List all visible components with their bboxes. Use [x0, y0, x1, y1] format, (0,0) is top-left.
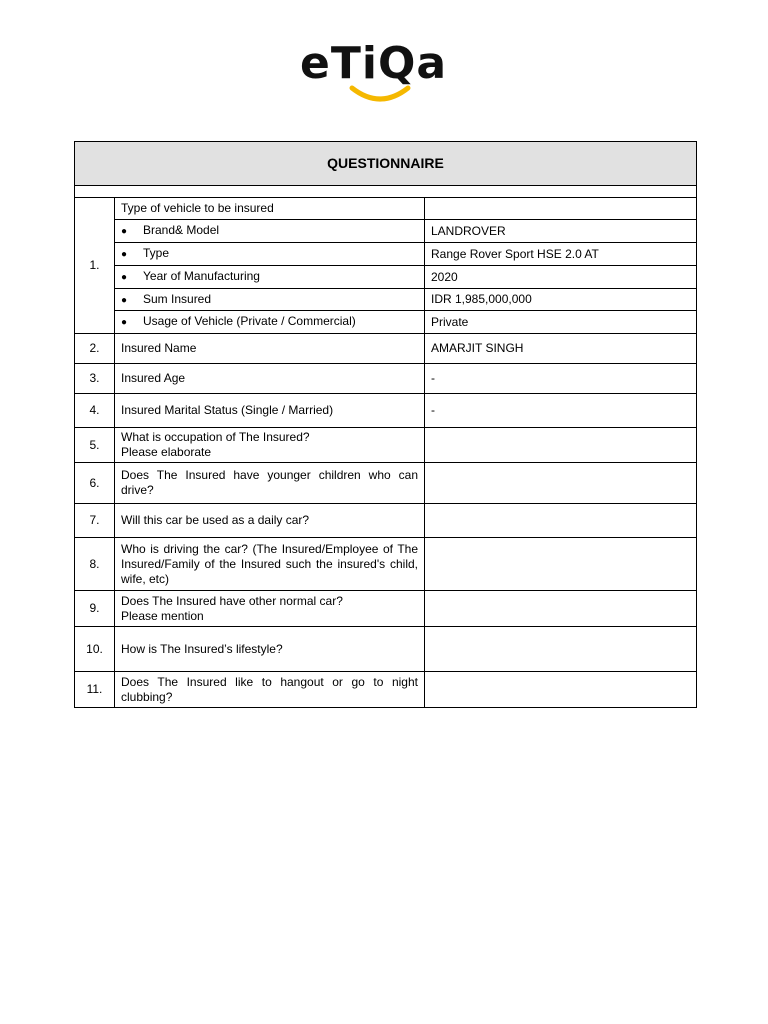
- bullet-icon: ●: [121, 272, 128, 283]
- question-text: Insured Marital Status (Single / Married): [115, 394, 425, 428]
- table-row: [75, 266, 697, 289]
- answer-cell[interactable]: [425, 463, 697, 504]
- answer-cell[interactable]: Private: [425, 311, 697, 334]
- row-number: 7.: [75, 504, 115, 538]
- table-row: [75, 428, 697, 463]
- question-text: Does The Insured like to hangout or go to night clubbing?: [115, 672, 425, 708]
- question-text: Who is driving the car? (The Insured/Employee of The Insured/Family of the Insured such the insured's child, wife, etc): [115, 538, 425, 591]
- questionnaire-title: QUESTIONNAIRE: [75, 142, 697, 186]
- row-number: 2.: [75, 334, 115, 364]
- answer-cell[interactable]: 2020: [425, 266, 697, 289]
- table-row: [75, 591, 697, 627]
- question-text: Type of vehicle to be insured: [115, 198, 425, 220]
- table-row: [75, 504, 697, 538]
- answer-cell[interactable]: [425, 538, 697, 591]
- question-text: Insured Name: [115, 334, 425, 364]
- row-number: 6.: [75, 463, 115, 504]
- bullet-icon: ●: [121, 294, 128, 306]
- questionnaire-table: [74, 141, 697, 708]
- bullet-icon: ●: [121, 249, 128, 260]
- answer-cell[interactable]: [425, 198, 697, 220]
- question-text: Does The Insured have younger children who can drive?: [115, 463, 425, 504]
- table-row: [75, 289, 697, 311]
- question-subitem: ● Type: [115, 243, 425, 266]
- question-text: Will this car be used as a daily car?: [115, 504, 425, 538]
- row-number: 8.: [75, 538, 115, 591]
- table-row: [75, 334, 697, 364]
- row-number: 4.: [75, 394, 115, 428]
- table-row: [75, 394, 697, 428]
- row-number: 1.: [75, 198, 115, 334]
- answer-cell[interactable]: Range Rover Sport HSE 2.0 AT: [425, 243, 697, 266]
- row-number: 3.: [75, 364, 115, 394]
- table-row: [75, 243, 697, 266]
- row-number: 5.: [75, 428, 115, 463]
- table-row: [75, 463, 697, 504]
- answer-cell[interactable]: LANDROVER: [425, 220, 697, 243]
- question-subitem: ● Brand& Model: [115, 220, 425, 243]
- answer-cell[interactable]: -: [425, 394, 697, 428]
- table-row: [75, 364, 697, 394]
- row-number: 11.: [75, 672, 115, 708]
- question-subitem: ● Usage of Vehicle (Private / Commercial): [115, 311, 425, 334]
- answer-cell[interactable]: AMARJIT SINGH: [425, 334, 697, 364]
- answer-cell[interactable]: IDR 1,985,000,000: [425, 289, 697, 311]
- row-number: 9.: [75, 591, 115, 627]
- etiqa-logo: [300, 40, 470, 108]
- spacer-row: [75, 186, 697, 198]
- answer-cell[interactable]: [425, 428, 697, 463]
- table-row: [75, 627, 697, 672]
- question-text: Does The Insured have other normal car? Please mention: [115, 591, 425, 627]
- logo-wordmark: eTiQa: [300, 38, 448, 89]
- answer-cell[interactable]: [425, 504, 697, 538]
- answer-cell[interactable]: -: [425, 364, 697, 394]
- table-row: [75, 672, 697, 708]
- table-row: [75, 311, 697, 334]
- question-text: How is The Insured’s lifestyle?: [115, 627, 425, 672]
- row-number: 10.: [75, 627, 115, 672]
- bullet-icon: ●: [121, 317, 128, 328]
- title-row: [75, 142, 697, 186]
- table-row: [75, 220, 697, 243]
- table-row: [75, 198, 697, 220]
- table-row: [75, 538, 697, 591]
- answer-cell[interactable]: [425, 672, 697, 708]
- question-text: Insured Age: [115, 364, 425, 394]
- question-subitem: ● Sum Insured: [115, 289, 425, 311]
- answer-cell[interactable]: [425, 591, 697, 627]
- answer-cell[interactable]: [425, 627, 697, 672]
- logo-smile-icon: [348, 84, 412, 106]
- question-subitem: ● Year of Manufacturing: [115, 266, 425, 289]
- bullet-icon: ●: [121, 226, 128, 237]
- question-text: What is occupation of The Insured? Please elaborate: [115, 428, 425, 463]
